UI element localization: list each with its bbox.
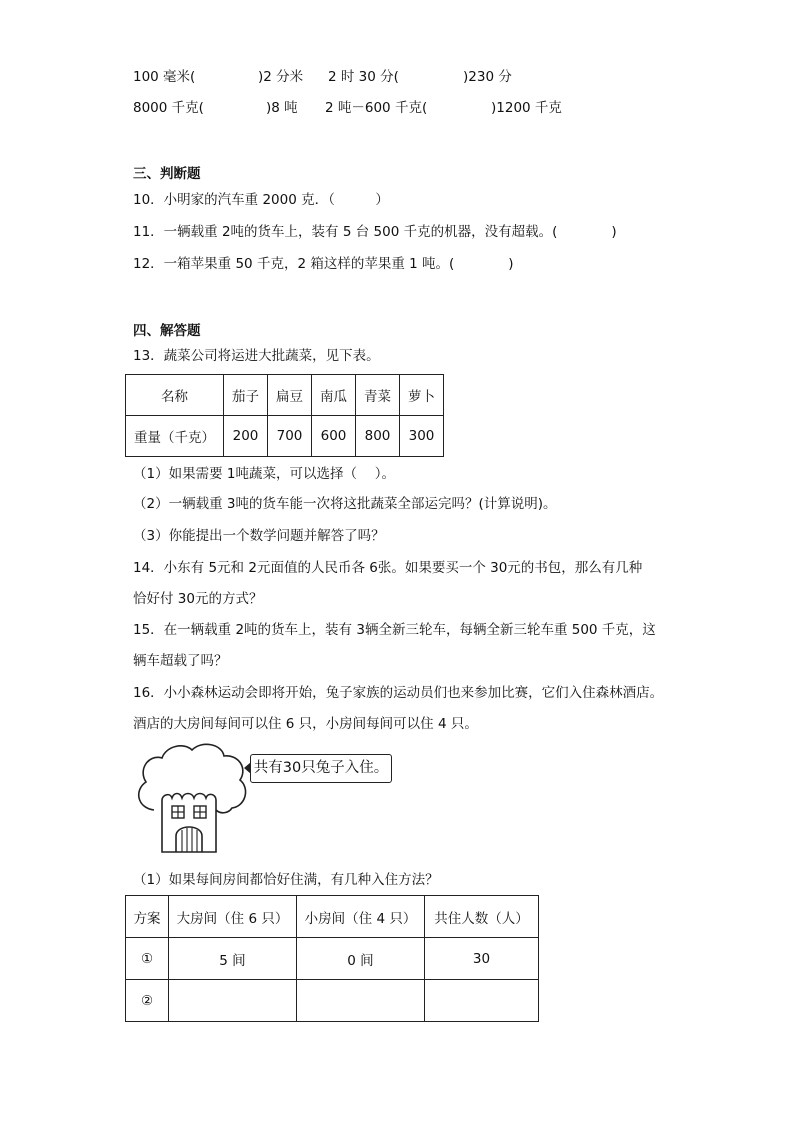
compare-item-1-right: )2 分米 [258,69,304,85]
table-cell: 5 间 [169,938,297,980]
table-header-cell: 共住人数（人） [425,896,539,938]
table-cell-blank[interactable] [425,980,539,1022]
compare-item-1: 100 毫米( [133,69,196,85]
table-cell: 800 [356,416,400,457]
compare-item-4: 2 吨－600 千克( [325,100,428,116]
section3-heading: 三、判断题 [133,166,201,182]
table-cell: 0 间 [297,938,425,980]
vegetable-table [125,374,444,457]
table-cell: 扁豆 [268,375,312,416]
tree-house-illustration [132,740,252,860]
question-10: 10．小明家的汽车重 2000 克．（ ） [133,192,389,208]
question-15-line2: 辆车超载了吗？ [133,653,228,669]
question-16-line2: 酒店的大房间每间可以住 6 只，小房间每间可以住 4 只。 [133,716,478,732]
question-13-1: （1）如果需要 1吨蔬菜，可以选择（ ）。 [133,466,396,482]
table-row [126,416,444,457]
table-cell: 200 [224,416,268,457]
table-cell: 30 [425,938,539,980]
question-13: 13．蔬菜公司将运进大批蔬菜，见下表。 [133,348,380,364]
compare-item-3-right: )8 吨 [266,100,298,116]
table-cell: 600 [312,416,356,457]
compare-item-3: 8000 千克( [133,100,204,116]
table-cell: ① [126,938,169,980]
question-15-line1: 15．在一辆载重 2吨的货车上，装有 3辆全新三轮车，每辆全新三轮车重 500 千克，这 [133,622,656,638]
table-row [126,938,539,980]
compare-item-2-right: )230 分 [463,69,512,85]
section4-heading: 四、解答题 [133,323,201,339]
question-14-line2: 恰好付 30元的方式？ [133,591,263,607]
speech-bubble: 共有30只兔子入住。 [250,754,392,783]
compare-item-2: 2 时 30 分( [328,69,399,85]
table-cell: 青菜 [356,375,400,416]
table-cell: 700 [268,416,312,457]
table-cell-header: 重量（千克） [126,416,224,457]
plan-table [125,895,539,1022]
question-12: 12．一箱苹果重 50 千克，2 箱这样的苹果重 1 吨。( ) [133,256,514,272]
table-header-cell: 方案 [126,896,169,938]
question-11: 11．一辆载重 2吨的货车上，装有 5 台 500 千克的机器，没有超载。( ) [133,224,617,240]
table-cell-blank[interactable] [169,980,297,1022]
question-13-2: （2）一辆载重 3吨的货车能一次将这批蔬菜全部运完吗？(计算说明)。 [133,496,557,512]
table-cell: 萝卜 [400,375,444,416]
table-cell: ② [126,980,169,1022]
table-cell: 茄子 [224,375,268,416]
table-header-cell: 小房间（住 4 只） [297,896,425,938]
table-row [126,375,444,416]
table-row [126,980,539,1022]
question-14-line1: 14．小东有 5元和 2元面值的人民币各 6张。如果要买一个 30元的书包，那么有几种 [133,560,643,576]
question-13-3: （3）你能提出一个数学问题并解答了吗？ [133,528,385,544]
table-header-cell: 大房间（住 6 只） [169,896,297,938]
table-cell: 南瓜 [312,375,356,416]
table-cell-header: 名称 [126,375,224,416]
question-16-line1: 16．小小森林运动会即将开始，兔子家族的运动员们也来参加比赛，它们入住森林酒店。 [133,685,664,701]
table-row [126,896,539,938]
table-cell: 300 [400,416,444,457]
table-cell-blank[interactable] [297,980,425,1022]
question-16-1: （1）如果每间房间都恰好住满，有几种入住方法？ [133,872,439,888]
compare-item-4-right: )1200 千克 [491,100,562,116]
